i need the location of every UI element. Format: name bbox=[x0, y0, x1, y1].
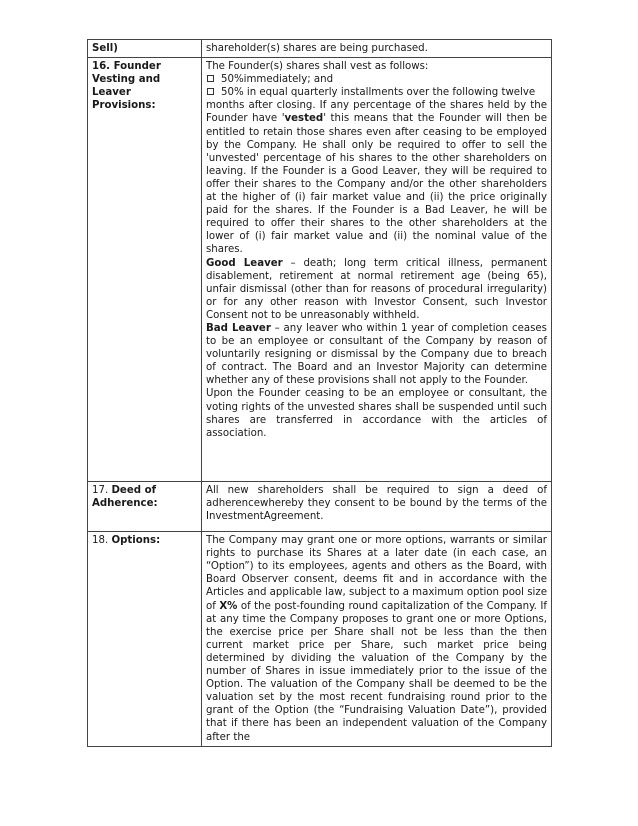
row-label bbox=[88, 40, 202, 58]
label-line: Adherence: bbox=[92, 497, 158, 509]
good-leaver-paragraph bbox=[206, 257, 547, 322]
blank-space bbox=[206, 440, 547, 479]
bullet-item bbox=[206, 86, 547, 99]
content-text: The Company may grant one or more options, warrants or similar rights to purchase its Shares at a later date (in each case, an “Option”) to its employees, agents and others as the Board, with Board Observer consent, deems fit and in accordance with the Articles and applicable law, subject to a maximum option pool size of bbox=[206, 535, 547, 612]
bullet-text: 50%immediately; and bbox=[221, 74, 334, 86]
bullet-text: 50% in equal quarterly installments over the following twelve bbox=[221, 87, 536, 99]
bad-leaver-term: Bad Leaver bbox=[206, 322, 271, 334]
row-content bbox=[202, 481, 552, 531]
row-content bbox=[202, 58, 552, 482]
row-label bbox=[88, 481, 202, 531]
intro-text: The Founder(s) shares shall vest as follows: bbox=[206, 61, 429, 73]
label-text: Options: bbox=[111, 535, 161, 547]
label-line: 16. Founder bbox=[92, 61, 161, 73]
bullet-item bbox=[206, 73, 547, 86]
content-text: of the post-founding round capitalization of the Company. If at any time the Company proposes to grant one or more Options, the exercise price per Share shall not be less than the then current market price per Share, such market price being determined by dividing the valuation of the Company by the number of Shares in issue immediately prior to the issue of the Option. The valuation of the Company shall be deemed to be the valuation set by the most recent fundraising round prior to the grant of the Option (the “Fundraising Valuation Date”), provided that if there has been an independent valuation of the Company after the bbox=[206, 600, 547, 743]
table-row bbox=[88, 58, 552, 482]
vested-term: vested bbox=[284, 113, 324, 125]
label-line: Leaver bbox=[92, 87, 131, 99]
row-content bbox=[202, 40, 552, 58]
option-pool-size: X% bbox=[219, 600, 238, 612]
table-row bbox=[88, 40, 552, 58]
table-row bbox=[88, 532, 552, 747]
row-label bbox=[88, 58, 202, 482]
term-sheet-table bbox=[87, 39, 552, 747]
label-number: 17. bbox=[92, 484, 112, 496]
label-number: 18. bbox=[92, 535, 112, 547]
vesting-paragraph bbox=[206, 99, 547, 256]
label-line: Provisions: bbox=[92, 100, 156, 112]
label-text: Deed of bbox=[111, 484, 156, 496]
bad-leaver-paragraph bbox=[206, 322, 547, 387]
square-bullet-icon bbox=[207, 88, 214, 95]
paragraph-text: – any leaver who within 1 year of completion ceases to be an employee or consultant of the Company by reason of voluntarily resigning or dismissal by the Company due to breach of contract. The Board and an Investor Majority can determine whether any of these provisions shall not apply to the Founder. bbox=[206, 322, 547, 387]
good-leaver-term: Good Leaver bbox=[206, 257, 283, 269]
content-text: shareholder(s) shares are being purchased. bbox=[206, 43, 428, 54]
content-text: All new shareholders shall be required to sign a deed of adherencewhereby they consent to be bound by the terms of the InvestmentAgreement. bbox=[206, 484, 547, 522]
row-content bbox=[202, 532, 552, 747]
paragraph-text: months after closing. If any percentage of the shares held by the Founder have ' bbox=[206, 100, 547, 125]
paragraph-text: ' this means that the Founder will then be entitled to retain those shares even after ceasing to be employed by the Company. He shall only be required to offer to sell the 'unvested' percentage of his shares to the other shareholders on leaving. If the Founder is a Good Leaver, they will be required to offer their shares to the Company and/or the other shareholders at the higher of (i) fair market value and (ii) the price originally paid for the shares. If the Founder is a Bad Leaver, he will be required to offer their shares to the other shareholders at the lower of (i) fair market value and (ii) the nominal value of the shares. bbox=[206, 113, 548, 256]
voting-paragraph: Upon the Founder ceasing to be an employee or consultant, the voting rights of the unvested shares shall be suspended until such shares are transferred in accordance with the articles of association. bbox=[206, 388, 547, 439]
blank-space bbox=[206, 523, 547, 529]
label-text: Sell) bbox=[92, 43, 118, 54]
row-label bbox=[88, 532, 202, 747]
paragraph-text: – death; long term critical illness, permanent disablement, retirement at normal retirement age (being 65), unfair dismissal (other than for reasons of procedural irregularity) or for any other reason with Investor Consent, such Investor Consent not to be unreasonably withheld. bbox=[206, 257, 547, 321]
label-line: Vesting and bbox=[92, 74, 161, 86]
table-row bbox=[88, 481, 552, 531]
square-bullet-icon bbox=[207, 75, 214, 82]
